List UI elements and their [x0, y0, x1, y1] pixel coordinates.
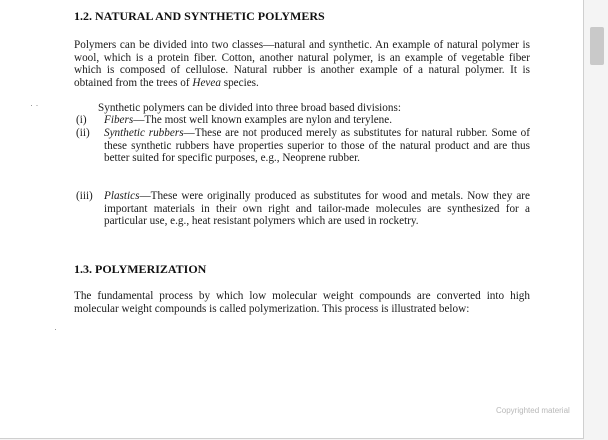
list-item-plastics — [74, 190, 530, 228]
polymerization-paragraph: The fundamental process by which low molecular weight compounds are converted into high molecular weight compounds is called polymerization. This process is illustrated below: — [74, 290, 530, 315]
margin-mark: · — [54, 324, 57, 334]
list-item-text: —The most well known examples are nylon and terylene. — [133, 114, 393, 126]
synthetic-intro-text: Synthetic polymers can be divided into three broad based divisions: — [98, 102, 401, 114]
margin-mark: · · — [30, 100, 39, 110]
list-item-number: (iii) — [76, 190, 93, 202]
intro-text: Polymers can be divided into two classes—natural and synthetic. An example of natural polymer is wool, which is a protein fiber. Cotton, another natural polymer, is an example of vegetable fiber which is composed of cellulose. Natural rubber is another example of a natural polymer. It is obtained from the trees of — [74, 39, 530, 89]
copyright-notice: Copyrighted material — [496, 406, 570, 415]
list-item-synthetic-rubbers — [74, 127, 530, 165]
list-item-text: —These are not produced merely as substitutes for natural rubber. Some of these synthetic rubbers have properties superior to those of the natural product and are thus better suited for specific purposes, e.g., Neoprene rubber. — [104, 127, 530, 165]
intro-species: Hevea — [192, 76, 221, 89]
list-item-number: (i) — [76, 114, 87, 126]
list-item-term: Synthetic rubbers — [104, 127, 184, 139]
section-heading-natural-synthetic: 1.2. NATURAL AND SYNTHETIC POLYMERS — [74, 9, 325, 23]
intro-end: species. — [220, 76, 259, 89]
section-heading-polymerization: 1.3. POLYMERIZATION — [74, 262, 207, 276]
list-item-text: —These were originally produced as substitutes for wood and metals. Now they are important materials in their own right and tailor-made molecules are synthesized for a particular use, e.g., heat resistant polymers which are used in rocketry. — [104, 190, 530, 228]
intro-paragraph — [74, 39, 530, 89]
list-item-term: Plastics — [104, 190, 140, 202]
list-item-fibers — [74, 114, 530, 127]
vertical-scrollbar-thumb[interactable] — [590, 27, 604, 65]
list-item-term: Fibers — [104, 114, 134, 126]
list-item-number: (ii) — [76, 127, 90, 139]
synthetic-intro-paragraph — [74, 102, 530, 115]
